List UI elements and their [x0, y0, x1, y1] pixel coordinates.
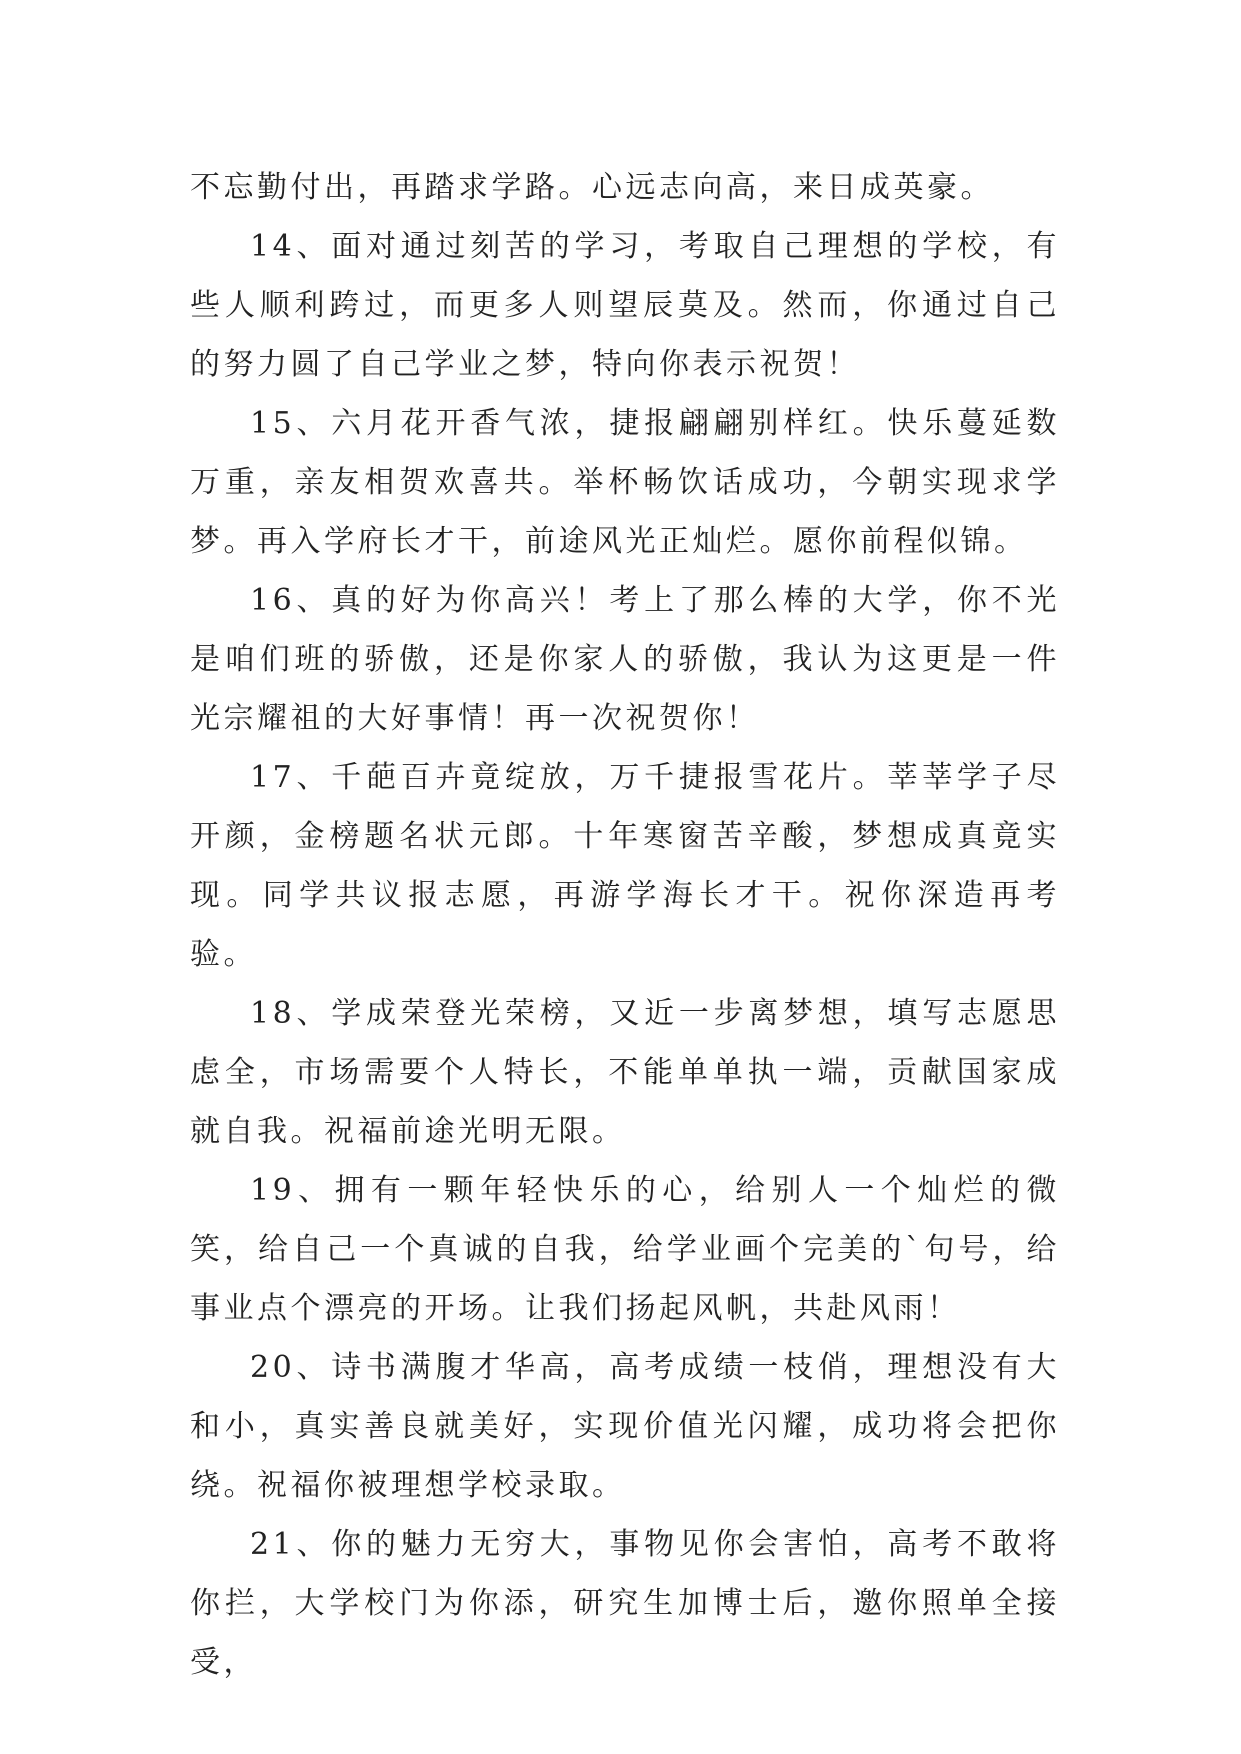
- paragraph-text: 不忘勤付出，再踏求学路。心远志向高，来日成英豪。: [190, 170, 994, 205]
- paragraph-text: 18、学成荣登光荣榜，又近一步离梦想，填写志愿思虑全，市场需要个人特长，不能单单执一端，贡献国家成就自我。祝福前途光明无限。: [190, 996, 1060, 1149]
- paragraph-text: 16、真的好为你高兴！考上了那么棒的大学，你不光是咱们班的骄傲，还是你家人的骄傲，我认为这更是一件光宗耀祖的大好事情！再一次祝贺你！: [190, 583, 1060, 736]
- paragraph-20: [190, 1338, 1060, 1515]
- paragraph-17: [190, 748, 1060, 984]
- document-body: [190, 158, 1060, 1692]
- paragraph-text: 17、千葩百卉竟绽放，万千捷报雪花片。莘莘学子尽开颜，金榜题名状元郎。十年寒窗苦辛酸，梦想成真竟实现。同学共议报志愿，再游学海长才干。祝你深造再考验。: [190, 760, 1060, 972]
- paragraph-15: [190, 394, 1060, 571]
- paragraph-21: [190, 1515, 1060, 1692]
- paragraph-text: 14、面对通过刻苦的学习，考取自己理想的学校，有些人顺利跨过，而更多人则望辰莫及。然而，你通过自己的努力圆了自己学业之梦，特向你表示祝贺！: [190, 229, 1060, 382]
- paragraph-19: [190, 1161, 1060, 1338]
- paragraph-text: 21、你的魅力无穷大，事物见你会害怕，高考不敢将你拦，大学校门为你添，研究生加博士后，邀你照单全接受，: [190, 1527, 1060, 1680]
- paragraph-18: [190, 984, 1060, 1161]
- paragraph-text: 19、拥有一颗年轻快乐的心，给别人一个灿烂的微笑，给自己一个真诚的自我，给学业画个完美的`句号，给事业点个漂亮的开场。让我们扬起风帆，共赴风雨！: [190, 1173, 1060, 1326]
- paragraph-text: 15、六月花开香气浓，捷报翩翩别样红。快乐蔓延数万重，亲友相贺欢喜共。举杯畅饮话成功，今朝实现求学梦。再入学府长才干，前途风光正灿烂。愿你前程似锦。: [190, 406, 1060, 559]
- paragraph-16: [190, 571, 1060, 748]
- paragraph-text: 20、诗书满腹才华高，高考成绩一枝俏，理想没有大和小，真实善良就美好，实现价值光闪耀，成功将会把你绕。祝福你被理想学校录取。: [190, 1350, 1060, 1503]
- paragraph-14: [190, 217, 1060, 394]
- paragraph-13-continuation: [190, 158, 1060, 217]
